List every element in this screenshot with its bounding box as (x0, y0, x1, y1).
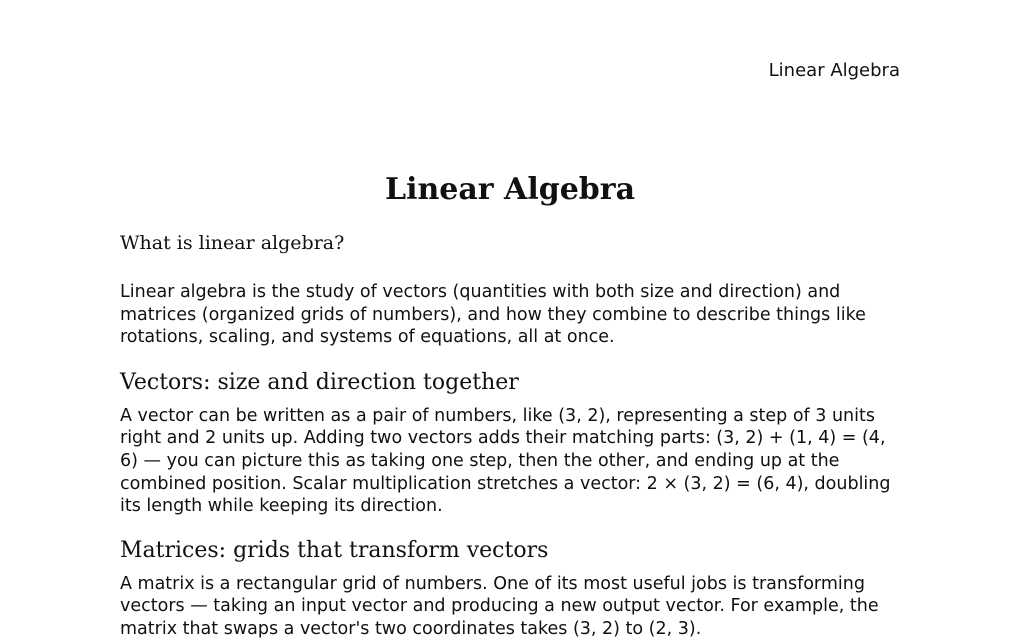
section-paragraph-vectors: A vector can be written as a pair of numbers, like (3, 2), representing a step of 3 units right and 2 units up. Adding two vectors adds their matching parts: (3, 2) + (1, 4) = (4, 6) — you can picture this as taking one step, then the other, and ending up at the combined position. Scalar multiplication stretches a vector: 2 × (3, 2) = (6, 4), doubling its length while keeping its direction. (120, 405, 891, 517)
section-heading-vectors: Vectors: size and direction together (120, 369, 519, 395)
intro-paragraph: Linear algebra is the study of vectors (quantities with both size and direction) and matrices (organized grids of numbers), and how they combine to describe things like rotations, scaling, and systems of equations, all at once. (120, 282, 866, 348)
document-title: Linear Algebra (384, 172, 636, 207)
document-body (120, 170, 900, 641)
subheading: What is linear algebra? (120, 232, 345, 254)
running-header: Linear Algebra (768, 60, 900, 81)
section-paragraph-matrices: A matrix is a rectangular grid of numbers. One of its most useful jobs is transforming vectors — taking an input vector and producing a new output vector. For example, the matrix that swaps a vector's two coordinates takes (3, 2) to (2, 3). (120, 573, 879, 639)
section-heading-matrices: Matrices: grids that transform vectors (120, 537, 549, 563)
